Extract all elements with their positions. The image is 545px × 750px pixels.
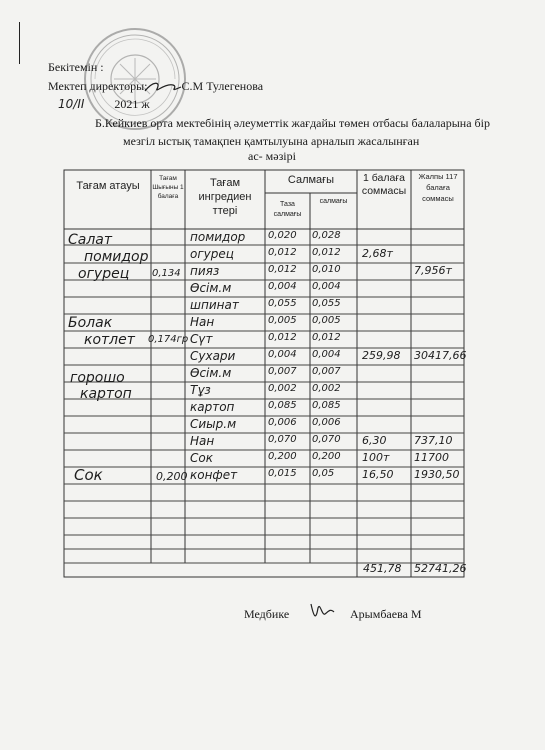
header-dish: Тағам атауы	[76, 180, 140, 192]
row-13-total-sum: 737,10	[414, 434, 453, 447]
row-12-ingredient: Сиыр.м	[190, 417, 237, 431]
row-14-net-weight: 0,200	[268, 451, 297, 462]
row-11-ingredient: картоп	[190, 400, 235, 414]
row-13-per-child-sum: 6,30	[362, 434, 387, 447]
nurse-signature-icon	[308, 600, 336, 622]
row-7-net-weight: 0,012	[268, 332, 297, 343]
header-ingredients: Тағам ингредиен ттері	[198, 177, 252, 217]
row-3-net-weight: 0,012	[268, 264, 297, 275]
row-5-gross-weight: 0,055	[312, 298, 341, 309]
row-5-ingredient: шпинат	[190, 298, 239, 312]
row-14-per-child-sum: 100т	[362, 451, 390, 464]
header-per-child: 1 балаға соммасы	[361, 172, 407, 197]
dish-1-name-line-1: Салат	[68, 232, 113, 248]
row-3-gross-weight: 0,010	[312, 264, 341, 275]
row-15-per-child-sum: 16,50	[362, 468, 394, 481]
row-15-net-weight: 0,015	[268, 468, 297, 479]
row-9-net-weight: 0,007	[268, 366, 297, 377]
row-13-gross-weight: 0,070	[312, 434, 341, 445]
year-text: 2021 ж	[114, 97, 150, 111]
row-8-total-sum: 30417,66	[414, 349, 467, 362]
title-line-2: мезгіл ыстық тамақпен қамтылуына арналып жасалынған	[123, 134, 420, 148]
row-8-per-child-sum: 259,98	[362, 349, 401, 362]
row-9-gross-weight: 0,007	[312, 366, 341, 377]
row-12-net-weight: 0,006	[268, 417, 297, 428]
director-name: С.М Тулегенова	[181, 78, 264, 93]
header-net-weight: Таза салмағы	[273, 201, 302, 218]
dish-2-name-line-1: Болак	[68, 315, 113, 331]
header-weight: Салмағы	[287, 174, 335, 186]
row-10-ingredient: Тұз	[190, 383, 211, 397]
row-8-ingredient: Сухари	[190, 349, 236, 363]
row-15-total-sum: 1930,50	[414, 468, 460, 481]
footer-name: Арымбаева М	[350, 607, 422, 621]
row-10-gross-weight: 0,002	[312, 383, 341, 394]
row-6-net-weight: 0,005	[268, 315, 297, 326]
row-7-ingredient: Сүт	[190, 332, 213, 346]
row-1-gross-weight: 0,028	[312, 230, 341, 241]
row-5-net-weight: 0,055	[268, 298, 297, 309]
row-2-ingredient: огурец	[190, 247, 234, 261]
row-13-net-weight: 0,070	[268, 434, 297, 445]
row-7-gross-weight: 0,012	[312, 332, 341, 343]
row-6-gross-weight: 0,005	[312, 315, 341, 326]
dish-1-name-line-3: огурец	[78, 266, 130, 282]
dish-3-name-line-1: горошо	[70, 370, 125, 386]
dish-2-portion: 0,174гр	[148, 334, 189, 345]
row-15-gross-weight: 0,05	[312, 468, 335, 479]
header-portion: Тағам Шығыны 1 балаға	[152, 175, 184, 200]
row-3-ingredient: пияз	[190, 264, 220, 278]
row-4-net-weight: 0,004	[268, 281, 297, 292]
row-14-ingredient: Сок	[190, 451, 213, 465]
approval-heading: Бекітемін :	[48, 60, 104, 74]
row-2-gross-weight: 0,012	[312, 247, 341, 258]
row-1-net-weight: 0,020	[268, 230, 297, 241]
row-4-gross-weight: 0,004	[312, 281, 341, 292]
row-10-net-weight: 0,002	[268, 383, 297, 394]
row-2-per-child-sum: 2,68т	[362, 247, 393, 260]
row-14-gross-weight: 0,200	[312, 451, 341, 462]
dish-1-name-line-2: помидор	[84, 249, 149, 265]
header-total: Жалпы 117 балаға соммасы	[418, 172, 458, 203]
title-line-3: ас- мәзірі	[248, 149, 296, 163]
row-1-ingredient: помидор	[190, 230, 246, 244]
dish-3-name-line-2: картоп	[80, 386, 132, 402]
row-11-gross-weight: 0,085	[312, 400, 341, 411]
row-4-ingredient: Өсiм.м	[190, 281, 232, 295]
row-2-net-weight: 0,012	[268, 247, 297, 258]
row-11-net-weight: 0,085	[268, 400, 297, 411]
header-gross-weight: салмағы	[319, 198, 348, 205]
handwritten-date: 10/II	[58, 97, 85, 111]
dish-1-portion: 0,134	[152, 268, 181, 279]
row-8-net-weight: 0,004	[268, 349, 297, 360]
footer-role: Медбике	[244, 607, 290, 621]
row-3-total-sum: 7,956т	[414, 264, 452, 277]
title-line-1: Б.Кейкиев орта мектебінің әлеуметтік жағдайы төмен отбасы балаларына бір	[95, 116, 490, 130]
dish-4-portion: 0,200	[156, 470, 188, 483]
row-15-ingredient: конфет	[190, 468, 238, 482]
row-13-ingredient: Нан	[190, 434, 215, 448]
row-14-total-sum: 11700	[414, 451, 449, 464]
dish-2-name-line-2: котлет	[84, 332, 135, 348]
row-6-ingredient: Нан	[190, 315, 215, 329]
director-label: Мектеп директоры:	[48, 78, 148, 93]
dish-4-name-line-1: Сок	[74, 466, 103, 484]
row-8-gross-weight: 0,004	[312, 349, 341, 360]
sum-total: 52741,26	[414, 562, 467, 575]
row-9-ingredient: Өсiм.м	[190, 366, 232, 380]
sum-per-child: 451,78	[363, 562, 402, 575]
row-12-gross-weight: 0,006	[312, 417, 341, 428]
